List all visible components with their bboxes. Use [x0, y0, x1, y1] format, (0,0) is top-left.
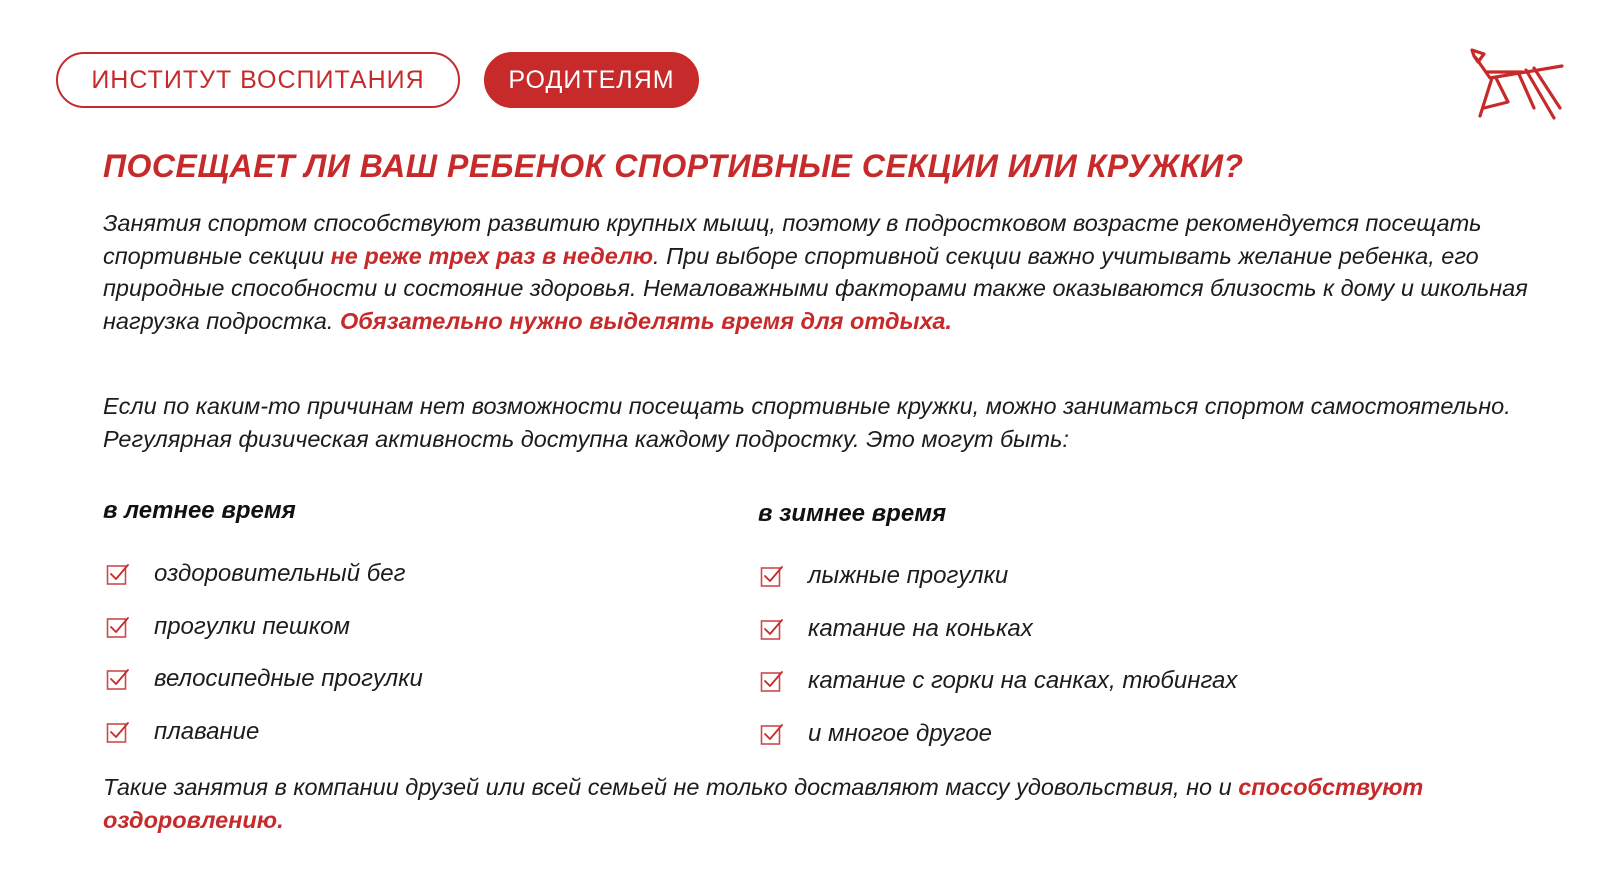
- checkbox-checked-icon: [760, 564, 784, 588]
- winter-heading: в зимнее время: [758, 500, 947, 527]
- intro-text-before: Занятия спортом способствуют развитию крупных мышц, поэтому в подростковом возрасте рекомендуется посещать спортивные секции: [103, 210, 1482, 269]
- list-item-label: прогулки пешком: [154, 612, 350, 640]
- conclusion-highlight: способствуют оздоровлению.: [103, 774, 1424, 833]
- intro-paragraph: [103, 207, 1543, 337]
- list-item-label: плавание: [154, 717, 260, 745]
- running-horse-logo-icon: [1462, 42, 1582, 126]
- summer-list: [106, 548, 423, 758]
- list-item: [106, 706, 423, 759]
- list-item-label: лыжные прогулки: [808, 562, 1009, 590]
- checkbox-checked-icon: [106, 615, 130, 639]
- list-item: [106, 548, 423, 601]
- summer-heading: в летнее время: [103, 497, 296, 524]
- institute-badge[interactable]: ИНСТИТУТ ВОСПИТАНИЯ: [56, 52, 460, 108]
- list-item-label: и многое другое: [808, 719, 993, 747]
- page-title: ПОСЕЩАЕТ ЛИ ВАШ РЕБЕНОК СПОРТИВНЫЕ СЕКЦИИ ИЛИ КРУЖКИ?: [103, 148, 1244, 184]
- checkbox-checked-icon: [760, 722, 784, 746]
- intro-highlight: не реже трех раз в неделю: [330, 242, 654, 269]
- conclusion-paragraph: [103, 771, 1543, 836]
- second-paragraph: Если по каким-то причинам нет возможности посещать спортивные кружки, можно заниматься спортом самостоятельно. Регулярная физическая активность доступна каждому подростку. Это могут быть:: [103, 393, 1511, 452]
- list-item: [760, 655, 1237, 708]
- intro-highlight-end: Обязательно нужно выделять время для отдыха.: [339, 307, 952, 334]
- parents-badge[interactable]: РОДИТЕЛЯМ: [484, 52, 699, 108]
- intro-text-after: . При выборе спортивной секции важно учитывать желание ребенка, его природные способности и состояние здоровья. Немаловажными факторами также оказываются близость к дому и школьная нагрузка подростка.: [103, 242, 1528, 334]
- list-item-label: оздоровительный бег: [154, 560, 406, 588]
- list-item-label: велосипедные прогулки: [154, 665, 423, 693]
- checkbox-checked-icon: [106, 720, 130, 744]
- conclusion-text: Такие занятия в компании друзей или всей семьей не только доставляют массу удовольствия, но и: [103, 774, 1239, 800]
- list-item: [760, 550, 1237, 603]
- winter-list: [760, 550, 1237, 760]
- list-item-label: катание с горки на санках, тюбингах: [808, 667, 1238, 695]
- checkbox-checked-icon: [106, 562, 130, 586]
- list-item: [106, 601, 423, 654]
- checkbox-checked-icon: [760, 617, 784, 641]
- list-item: [760, 603, 1237, 656]
- checkbox-checked-icon: [760, 669, 784, 693]
- checkbox-checked-icon: [106, 667, 130, 691]
- list-item: [760, 708, 1237, 761]
- list-item: [106, 653, 423, 706]
- list-item-label: катание на коньках: [808, 614, 1033, 642]
